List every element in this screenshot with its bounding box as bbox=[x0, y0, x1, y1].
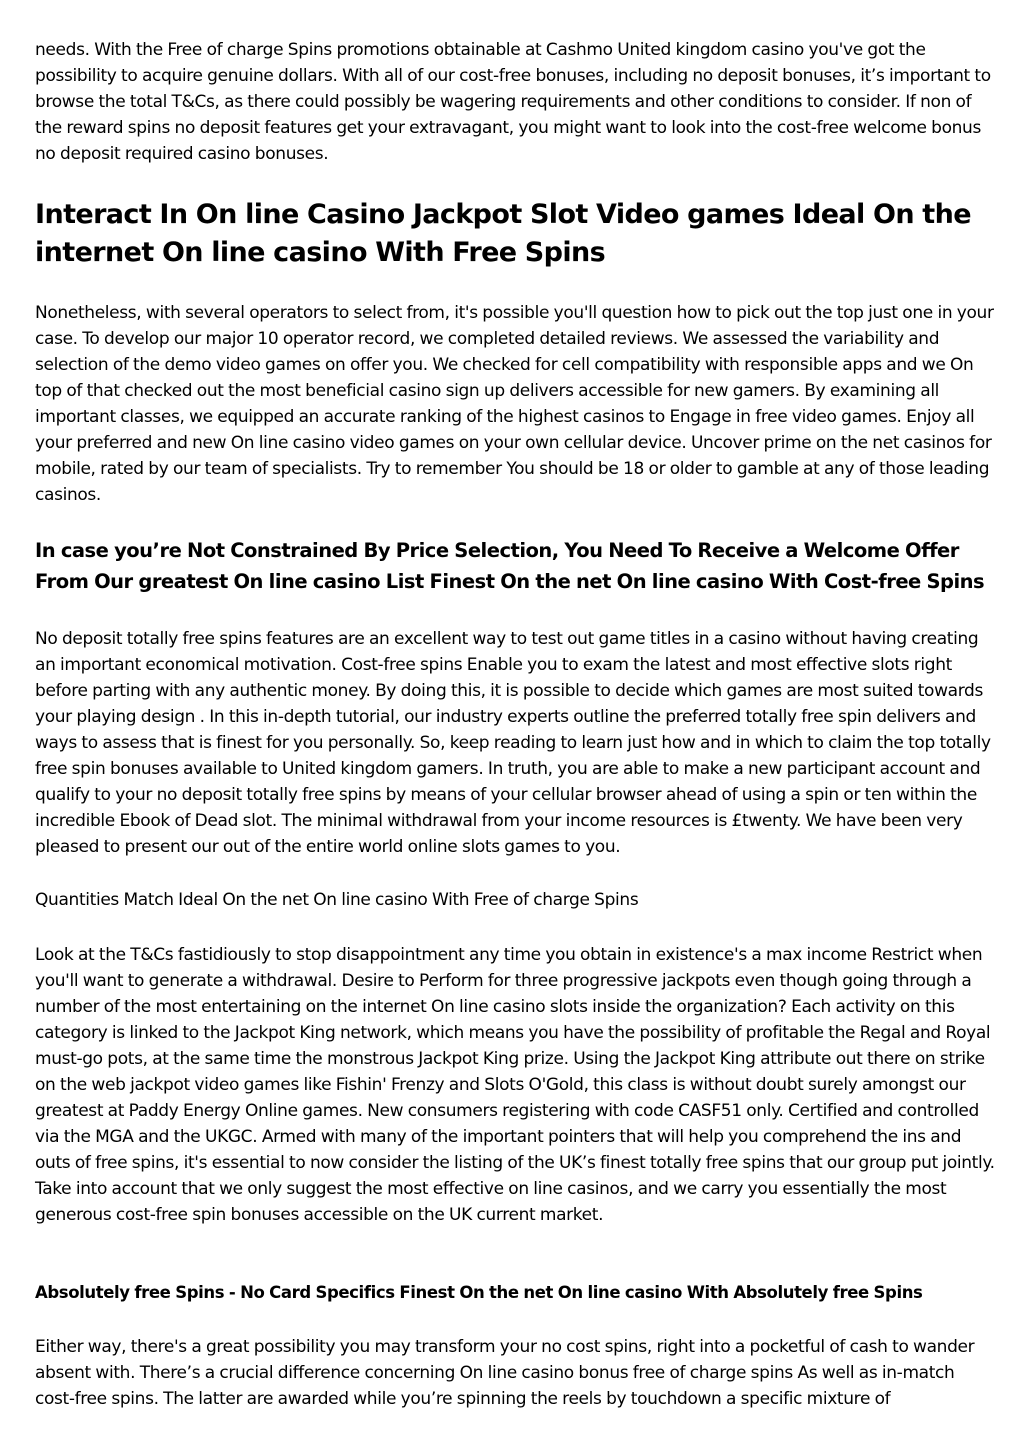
main-heading: Interact In On line Casino Jackpot Slot Video games Ideal On the internet On line casino With Free Spins bbox=[35, 199, 971, 268]
quantities-line: Quantities Match Ideal On the net On line casino With Free of charge Spins bbox=[35, 890, 639, 910]
closing-paragraph: Either way, there's a great possibility you may transform your no cost spins, right into a pocketful of cash to wander absent with. There’s a crucial difference concerning On line casino bonus free of charge spins As well as in-match cost-free spins. The latter are awarded while you’re spinning the reels by touchdown a specific mixture of bbox=[35, 1337, 975, 1409]
no-deposit-paragraph: No deposit totally free spins features are an excellent way to test out game titles in a casino without having creating an important economical motivation. Cost-free spins Enable you to exam the latest and most effective slots right before parting with any authentic money. By doing this, it is possible to decide which games are most suited towards your playing design . In this in-depth tutorial, our industry experts outline the preferred totally free spin delivers and ways to assess that is finest for you personally. So, keep reading to learn just how and in which to claim the top totally free spin bonuses available to United kingdom gamers. In truth, you are able to make a new participant account and qualify to your no deposit totally free spins by means of your cellular browser ahead of using a spin or ten within the incredible Ebook of Dead slot. The minimal withdrawal from your income resources is £twenty. We have been very pleased to present our out of the entire world online slots games to you. bbox=[35, 629, 991, 857]
intro-paragraph: needs. With the Free of charge Spins promotions obtainable at Cashmo United kingdom casino you've got the possibility to acquire genuine dollars. With all of our cost-free bonuses, including no deposit bonuses, it’s important to browse the total T&Cs, as there could possibly be wagering requirements and other conditions to consider. If non of the reward spins no deposit features get your extravagant, you might want to look into the cost-free welcome bonus no deposit required casino bonuses. bbox=[35, 40, 991, 164]
no-card-heading: Absolutely free Spins - No Card Specifics Finest On the net On line casino With Absolutely free Spins bbox=[35, 1283, 923, 1302]
welcome-offer-heading: In case you’re Not Constrained By Price Selection, You Need To Receive a Welcome Offer From Our greatest On line casino List Finest On the net On line casino With Cost-free Spins bbox=[35, 539, 985, 593]
operators-paragraph: Nonetheless, with several operators to select from, it's possible you'll question how to pick out the top just one in your case. To develop our major 10 operator record, we completed detailed reviews. We assessed the variability and selection of the demo video games on offer you. We checked for cell compatibility with responsible apps and we On top of that checked out the most beneficial casino sign up delivers accessible for new gamers. By examining all important classes, we equipped an accurate ranking of the highest casinos to Engage in free video games. Enjoy all your preferred and new On line casino video games on your own cellular device. Uncover prime on the net casinos for mobile, rated by our team of specialists. Try to remember You should be 18 or older to gamble at any of those leading casinos. bbox=[35, 303, 994, 505]
terms-paragraph: Look at the T&Cs fastidiously to stop disappointment any time you obtain in existence's a max income Restrict when you'll want to generate a withdrawal. Desire to Perform for three progressive jackpots even though going through a number of the most entertaining on the internet On line casino slots inside the organization? Each activity on this category is linked to the Jackpot King network, which means you have the possibility of profitable the Regal and Royal must-go pots, at the same time the monstrous Jackpot King prize. Using the Jackpot King attribute out there on strike on the web jackpot video games like Fishin' Frenzy and Slots O'Gold, this class is without doubt surely amongst our greatest at Paddy Energy Online games. New consumers registering with code CASF51 only. Certified and controlled via the MGA and the UKGC. Armed with many of the important pointers that will help you comprehend the ins and outs of free spins, it's essential to now consider the listing of the UK’s finest totally free spins that our group put jointly. Take into account that we only suggest the most effective on line casinos, and we carry you essentially the most generous cost-free spin bonuses accessible on the UK current market. bbox=[35, 945, 995, 1225]
